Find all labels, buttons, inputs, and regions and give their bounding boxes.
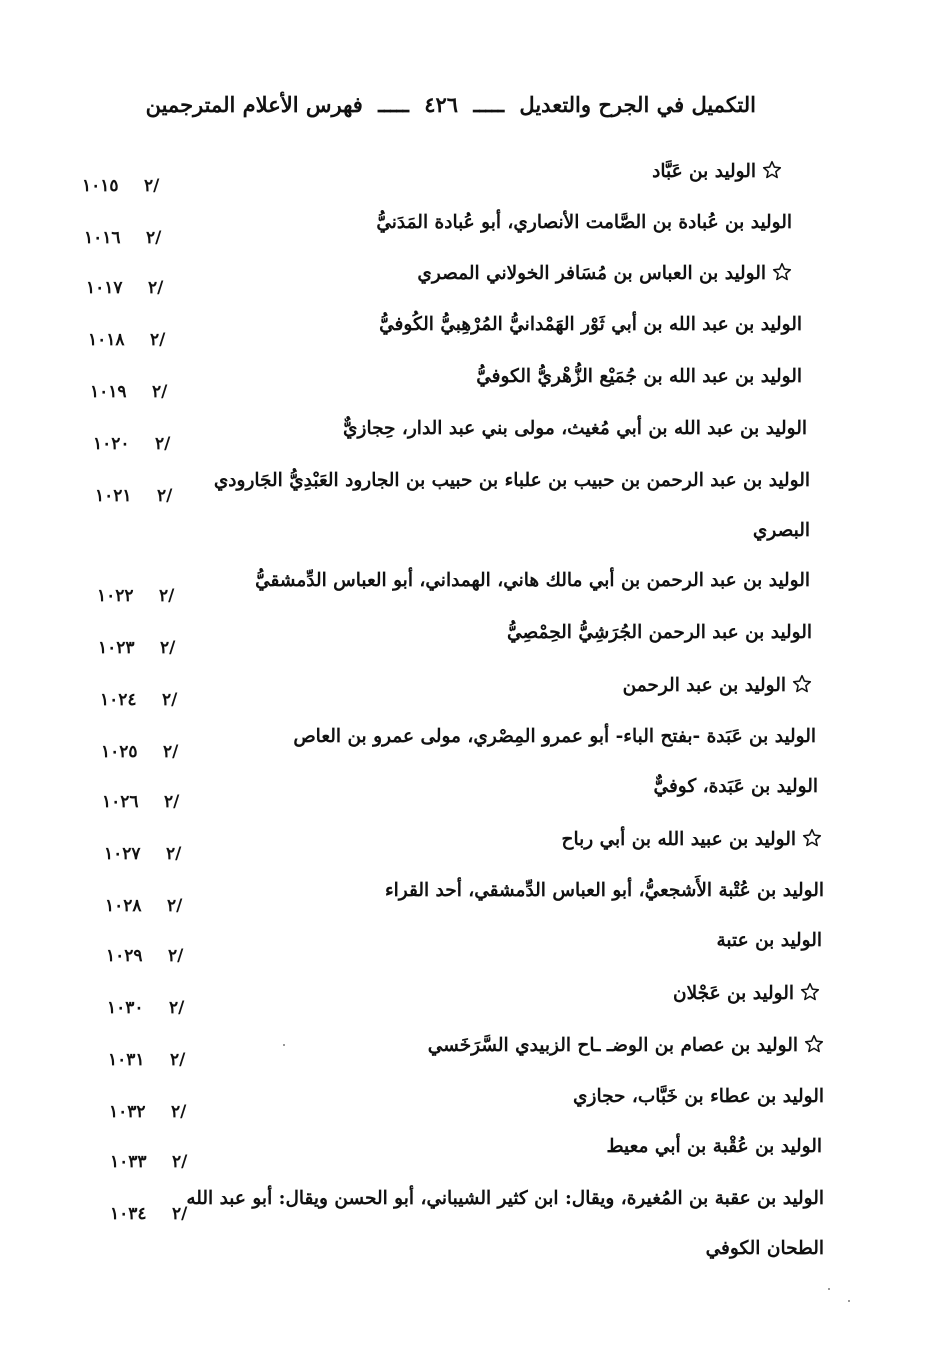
index-entry xyxy=(0,1086,942,1120)
entry-reference xyxy=(105,896,182,916)
star-icon xyxy=(800,982,820,1002)
entry-number: ١٠٢٤ xyxy=(100,690,137,710)
entry-volume: ٢/ xyxy=(162,690,178,710)
entry-name-line xyxy=(623,674,812,696)
index-entry xyxy=(0,418,942,452)
entry-reference xyxy=(90,382,167,402)
star-icon xyxy=(804,1034,824,1054)
entry-reference xyxy=(106,946,183,966)
entry-reference xyxy=(107,998,184,1018)
entry-name: الوليد بن عقبة بن المُغيرة، ويقال: ابن كثير الشيباني، أبو الحسن ويقال: أبو عبد الله xyxy=(186,1188,824,1209)
entry-number: ١٠٣١ xyxy=(108,1050,145,1070)
index-entry xyxy=(0,212,942,246)
entry-reference xyxy=(95,486,172,506)
entry-number: ١٠٢٢ xyxy=(97,586,134,606)
entry-number: ١٠٣٢ xyxy=(109,1102,146,1122)
entry-name: الوليد بن عُبادة بن الصَّامت الأنصاري، أبو عُبادة المَدَنيُّ xyxy=(376,212,792,233)
index-entry xyxy=(0,930,942,964)
entry-reference xyxy=(104,844,181,864)
entry-reference xyxy=(98,638,175,658)
entry-number: ١٠٢٨ xyxy=(105,896,142,916)
entry-volume: ٢/ xyxy=(169,998,185,1018)
running-header xyxy=(145,92,760,117)
index-entry xyxy=(0,262,942,296)
entry-reference xyxy=(97,586,174,606)
entry-name: الوليد بن العباس بن مُسَافر الخولاني المصري xyxy=(417,263,766,284)
entry-reference xyxy=(110,1152,187,1172)
entry-name: الوليد بن عبد الله بن أبي مُغيث، مولى بني عبد الدار، حِجازيٌّ xyxy=(343,418,807,439)
entry-name: الوليد بن عبد الله بن جُمَيْع الزُّهْريُّ الكوفيُّ xyxy=(476,366,802,387)
entry-number: ١٠١٦ xyxy=(84,228,121,248)
index-entry xyxy=(0,622,942,656)
entry-number: ١٠١٧ xyxy=(86,278,123,298)
entry-name-line xyxy=(654,776,818,797)
entry-name-line xyxy=(652,160,782,182)
index-entry xyxy=(0,982,942,1016)
entry-reference xyxy=(100,690,177,710)
entry-name-line xyxy=(385,880,824,901)
scan-speck xyxy=(828,1288,830,1290)
entry-volume: ٢/ xyxy=(160,638,176,658)
entry-name: الوليد بن عَبَدة -بفتح الباء- أبو عمرو المِصْري، مولى عمرو بن العاص xyxy=(293,726,816,747)
entry-number: ١٠٢٥ xyxy=(101,742,138,762)
index-entry xyxy=(0,828,942,862)
entry-volume: ٢/ xyxy=(172,1204,188,1224)
entry-volume: ٢/ xyxy=(146,228,162,248)
entry-name-line xyxy=(417,262,792,284)
entry-name: الوليد بن عبد الله بن أبي ثَوْر الهَمْدانيُّ المُرْهِبيُّ الكُوفيُّ xyxy=(379,314,802,335)
entry-name-line xyxy=(186,1188,824,1209)
entry-reference xyxy=(110,1204,187,1224)
entry-name-line xyxy=(573,1086,824,1107)
entry-name: الوليد بن عتبة xyxy=(716,930,822,951)
index-entry xyxy=(0,880,942,914)
entry-reference xyxy=(88,330,165,350)
star-icon xyxy=(762,160,782,180)
index-entry xyxy=(0,674,942,708)
entry-volume: ٢/ xyxy=(159,586,175,606)
index-entry xyxy=(0,160,942,194)
entry-reference xyxy=(84,228,161,248)
entry-number: ١٠٣٤ xyxy=(110,1204,147,1224)
star-icon xyxy=(772,262,792,282)
entry-number: ١٠٢٠ xyxy=(93,434,130,454)
index-entry xyxy=(0,366,942,400)
entry-name-line xyxy=(507,622,812,643)
index-entry xyxy=(0,726,942,760)
entry-number: ١٠٣٠ xyxy=(107,998,144,1018)
entry-name: الوليد بن عبد الرحمن بن أبي مالك هاني، الهمداني، أبو العباس الدِّمشقيُّ xyxy=(255,570,810,591)
entry-number: ١٠٢٦ xyxy=(102,792,139,812)
entry-number: ١٠١٩ xyxy=(90,382,127,402)
entry-number: ١٠٢١ xyxy=(95,486,132,506)
entry-volume: ٢/ xyxy=(144,176,160,196)
page-number: ٤٢٦ xyxy=(424,92,459,117)
entry-number: ١٠١٥ xyxy=(82,176,119,196)
entry-name: الوليد بن عبيد الله بن أبي رباح xyxy=(561,829,796,850)
entry-volume: ٢/ xyxy=(150,330,166,350)
entry-volume: ٢/ xyxy=(166,844,182,864)
entry-name: الوليد بن عُقْبة بن أبي معيط xyxy=(606,1136,822,1157)
entry-number: ١٠٢٣ xyxy=(98,638,135,658)
entry-name-line xyxy=(376,212,792,233)
scan-speck xyxy=(283,1044,285,1046)
entry-reference xyxy=(102,792,179,812)
entry-name-line xyxy=(673,982,820,1004)
scan-speck xyxy=(848,1300,850,1302)
entry-volume: ٢/ xyxy=(170,1050,186,1070)
entry-name: الوليد بن عبد الرحمن xyxy=(622,675,786,696)
section-title: فهرس الأعلام المترجمين xyxy=(145,92,363,117)
entry-name: الوليد بن عبد الرحمن الجُرَشِيُّ الحِمْصِيُّ xyxy=(507,622,812,643)
entry-volume: ٢/ xyxy=(171,1102,187,1122)
index-entry xyxy=(0,1136,942,1170)
header-dash: ـــــ xyxy=(378,92,409,117)
entry-volume: ٢/ xyxy=(163,742,179,762)
entry-name-line xyxy=(293,726,816,747)
entry-name-line xyxy=(255,570,810,591)
entry-name: الوليد بن عَبَدة، كوفيٌّ xyxy=(653,776,818,797)
entry-name-line xyxy=(428,1034,824,1056)
entry-volume: ٢/ xyxy=(168,946,184,966)
entry-volume: ٢/ xyxy=(157,486,173,506)
entry-name: الوليد بن عبد الرحمن بن حبيب بن علباء بن حبيب بن الجارود العَبْدِيُّ الجَارودي xyxy=(213,470,810,491)
entry-volume: ٢/ xyxy=(167,896,183,916)
entry-number: ١٠١٨ xyxy=(88,330,125,350)
index-entry xyxy=(0,776,942,810)
index-entry xyxy=(0,314,942,348)
entry-name-continuation: الطحان الكوفي xyxy=(705,1238,824,1259)
entry-volume: ٢/ xyxy=(155,434,171,454)
entry-number: ١٠٢٩ xyxy=(106,946,143,966)
entry-volume: ٢/ xyxy=(152,382,168,402)
entry-name: الوليد بن عُتْبة الأَشجعيُّ، أبو العباس الدِّمشقي، أحد القراء xyxy=(384,880,824,901)
header-dash: ـــــ xyxy=(473,92,505,117)
entry-name-line xyxy=(476,366,802,387)
index-entry xyxy=(0,1034,942,1068)
entry-number: ١٠٢٧ xyxy=(104,844,141,864)
star-icon xyxy=(802,828,822,848)
index-entry xyxy=(0,570,942,604)
entry-name-continuation: البصري xyxy=(752,520,810,541)
entry-name-line xyxy=(717,930,823,951)
entry-name-line xyxy=(214,470,810,491)
entry-reference xyxy=(108,1050,185,1070)
entry-reference xyxy=(101,742,178,762)
entry-name-line xyxy=(343,418,807,439)
entry-volume: ٢/ xyxy=(164,792,180,812)
star-icon xyxy=(792,674,812,694)
entry-name-line xyxy=(379,314,802,335)
entry-name: الوليد بن عَبَّاد xyxy=(652,161,756,182)
entry-name-line xyxy=(562,828,822,850)
entry-volume: ٢/ xyxy=(172,1152,188,1172)
entry-name: الوليد بن عصام بن الوضـ ـاح الزبيدي السَّرَخَسي xyxy=(427,1035,798,1056)
entry-name-line xyxy=(606,1136,822,1157)
entry-reference xyxy=(93,434,170,454)
index-entry xyxy=(0,1188,942,1259)
index-entry xyxy=(0,470,942,541)
entry-name: الوليد بن عَجْلان xyxy=(673,983,794,1004)
entry-reference xyxy=(109,1102,186,1122)
entry-volume: ٢/ xyxy=(148,278,164,298)
entry-number: ١٠٣٣ xyxy=(110,1152,147,1172)
entry-reference xyxy=(86,278,163,298)
entry-name: الوليد بن عطاء بن خَبَّاب، حجازي xyxy=(573,1086,824,1107)
entry-reference xyxy=(82,176,159,196)
book-title: التكميل في الجرح والتعديل xyxy=(519,92,756,117)
